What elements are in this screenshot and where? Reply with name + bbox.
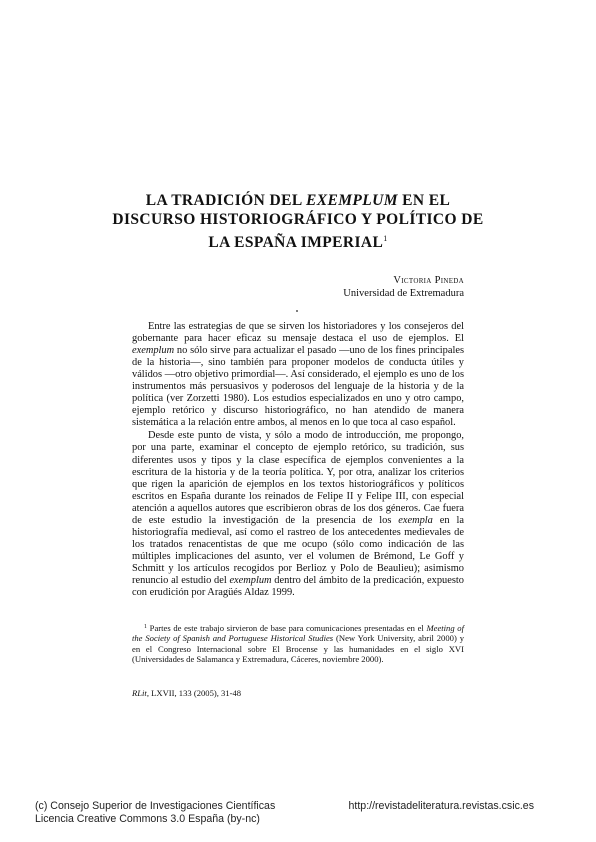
journal-url[interactable]: http://revistadeliteratura.revistas.csic.es xyxy=(348,800,534,812)
article-body xyxy=(132,321,464,599)
article-title xyxy=(100,191,496,252)
footnote-italic: Meeting of the Society of Spanish and Portuguese Historical Studies xyxy=(132,623,464,644)
paragraph-text: Entre las estrategias de que se sirven los historiadores y los consejeros del gobernante para hacer eficaz su mensaje destaca el uso de ejemplos. El xyxy=(132,321,464,345)
paragraph-text: no sólo sirve para actualizar el pasado —uno de los fines principales de la historia—, sino también para proponer modelos de conducta útiles y válidos —otro objetivo primordial—. Así considerado, el ejemplo es uno de los instrumentos más persuasivos y poderosos del lenguaje de la historia y de la política (ver Zorzetti 1980). Los estudios especializados en uno y otro campo, ejemplo retórico y discurso historiográfico, no han atendido de manera sistemática a la relación entre ambos, al menos en lo que toca al caso español. xyxy=(132,345,464,429)
author-name: Victoria Pineda xyxy=(393,275,464,286)
footnotes xyxy=(132,622,464,664)
journal-details: , LXVII, 133 (2005), 31-48 xyxy=(146,688,242,698)
italic-term: exempla xyxy=(398,514,433,526)
footnote-text: (New York University, abril 2000) y en el Congreso Internacional sobre El Brocense y las humanidades en el siglo XVI (Universidades de Salamanca y Extremadura, Cáceres, noviembre 2000). xyxy=(132,633,464,664)
title-text: LA TRADICIÓN DEL xyxy=(145,192,306,209)
license-footer xyxy=(35,800,275,826)
author-block xyxy=(343,274,464,300)
footnote-marker[interactable]: 1 xyxy=(383,234,388,243)
footnote-number: 1 xyxy=(144,624,147,630)
title-line-2: DISCURSO HISTORIOGRÁFICO Y POLÍTICO DE xyxy=(112,211,484,228)
title-exemplum: EXEMPLUM xyxy=(305,192,398,209)
title-text: LA ESPAÑA IMPERIAL xyxy=(208,234,384,251)
journal-name: RLit xyxy=(132,688,147,698)
italic-term: exemplum xyxy=(229,574,272,586)
paragraph-text: Desde este punto de vista, y sólo a modo de introducción, me propongo, por una parte, examinar el concepto de ejemplo retórico, su tradición, sus diferentes usos y tipos y la clase específica de ejemplos convenientes a la escritura de la historia y de la teoría política. Y, por otra, analizar los criterios que rigen la aparición de ejemplos en los textos historiográficos y políticos escritos en España durante los reinados de Felipe II y Felipe III, con especial atención a aquellos autores que escribieron obras de los dos géneros. Cae fuera de este estudio la investigación de la presencia de los xyxy=(132,430,464,526)
journal-citation xyxy=(132,688,241,698)
paragraph-1 xyxy=(132,321,464,429)
italic-term: exemplum xyxy=(132,345,175,357)
paragraph-text: dentro del ámbito de la predicación, expuesto con erudición por Aragüés Aldaz 1999. xyxy=(132,574,464,599)
license-line: Licencia Creative Commons 3.0 España (by-nc) xyxy=(35,813,260,825)
title-line-1 xyxy=(100,191,496,210)
title-text: EN EL xyxy=(397,192,451,209)
author-affiliation: Universidad de Extremadura xyxy=(343,288,464,299)
separator-dot xyxy=(296,310,298,312)
title-line-3 xyxy=(100,229,496,252)
footnote-text: Partes de este trabajo sirvieron de base para comunicaciones presentadas en el xyxy=(149,623,427,633)
paragraph-text: en la historiografía medieval, así como el rastreo de los antecedentes medievales de los tratados renacentistas de que me ocupo (sólo como indicación de las múltiples implicaciones del asunto, ver el volumen de Brémond, Le Goff y Schmitt y los artículos recogidos por Berlioz y Polo de Beaulieu); asimismo renuncio al estudio del xyxy=(132,514,464,586)
paragraph-2 xyxy=(132,430,464,599)
copyright-line: (c) Consejo Superior de Investigaciones Científicas xyxy=(35,800,276,812)
footnote-1 xyxy=(132,622,464,664)
